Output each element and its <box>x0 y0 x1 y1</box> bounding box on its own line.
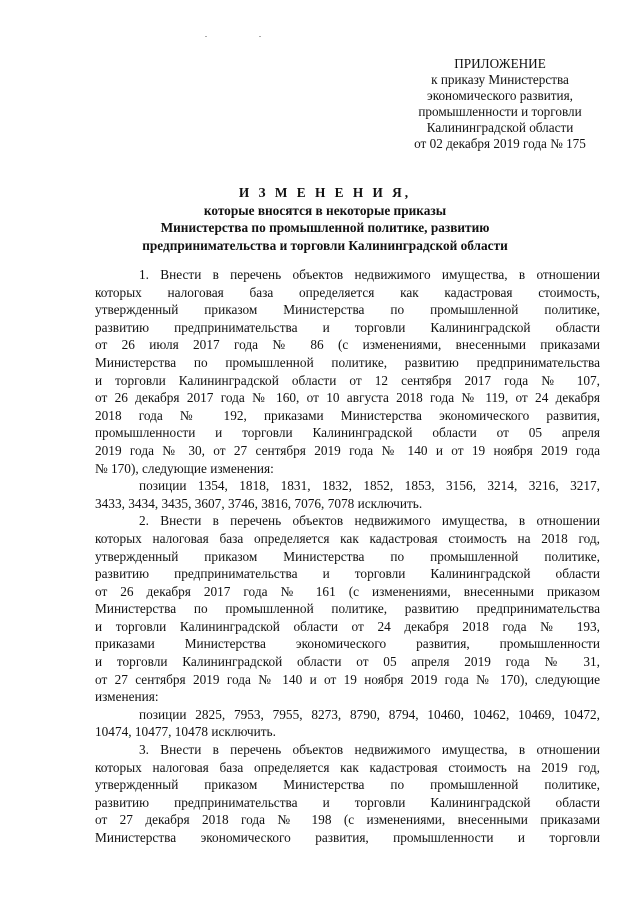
body-line: от 26 декабря 2017 года № 161 (с изменениями, внесенными приказом <box>95 583 600 599</box>
body-line: развитию предпринимательства и торговли Калининградской области <box>95 566 600 582</box>
body-line: которых налоговая база определяется как кадастровая стоимость на 2019 год, <box>95 759 600 775</box>
appendix-line: ПРИЛОЖЕНИЕ <box>454 56 546 71</box>
body-line: позиции 1354, 1818, 1831, 1832, 1852, 1853, 3156, 3214, 3216, 3217, <box>139 478 600 494</box>
heading-line: которые вносятся в некоторые приказы <box>203 202 447 218</box>
body-line: приказами Министерства экономического развития, промышленности <box>95 636 600 652</box>
body-line: которых налоговая база определяется как кадастровая стоимость на 2018 год, <box>95 530 600 546</box>
body-line: утвержденный приказом Министерства по промышленной политике, <box>95 302 600 318</box>
body-line: которых налоговая база определяется как кадастровая стоимость, <box>95 284 600 300</box>
appendix-line: промышленности и торговли <box>418 104 582 119</box>
scan-mark <box>259 36 261 37</box>
body-line: позиции 2825, 7953, 7955, 8273, 8790, 8794, 10460, 10462, 10469, 10472, <box>139 706 600 722</box>
document-heading <box>95 184 555 254</box>
body-line: 2018 года № 192, приказами Министерства экономического развития, <box>95 407 600 423</box>
body-line: утвержденный приказом Министерства по промышленной политике, <box>95 777 600 793</box>
body-line: 10474, 10477, 10478 исключить. <box>95 724 276 740</box>
document-body <box>95 266 600 847</box>
body-line: 3433, 3434, 3435, 3607, 3746, 3816, 7076, 7078 исключить. <box>95 495 423 511</box>
body-line: и торговли Калининградской области от 12 сентября 2017 года № 107, <box>95 372 600 388</box>
body-line: от 26 июля 2017 года № 86 (с изменениями, внесенными приказами <box>95 337 600 353</box>
scan-mark <box>205 36 207 37</box>
body-line: развитию предпринимательства и торговли Калининградской области <box>95 319 600 335</box>
body-line: 2019 года № 30, от 27 сентября 2019 года № 140 и от 19 ноября 2019 года <box>95 442 600 458</box>
body-line: от 26 декабря 2017 года № 160, от 10 августа 2018 года № 119, от 24 декабря <box>95 390 600 406</box>
appendix-line: Калининградской области <box>426 120 574 135</box>
appendix-line: от 02 декабря 2019 года № 175 <box>414 136 586 151</box>
body-line: Министерства по промышленной политике, развитию предпринимательства <box>95 354 600 370</box>
body-line: 2. Внести в перечень объектов недвижимого имущества, в отношении <box>139 513 600 529</box>
body-line: от 27 декабря 2018 года № 198 (с изменениями, внесенными приказами <box>95 812 600 828</box>
body-line: от 27 сентября 2019 года № 140 и от 19 ноября 2019 года № 170), следующие <box>95 671 600 687</box>
body-line: изменения: <box>95 689 159 705</box>
body-line: утвержденный приказом Министерства по промышленной политике, <box>95 548 600 564</box>
appendix-line: экономического развития, <box>427 88 573 103</box>
body-line: 1. Внести в перечень объектов недвижимого имущества, в отношении <box>139 267 600 282</box>
heading-title: И З М Е Н Е Н И Я, <box>238 185 412 200</box>
body-line: и торговли Калининградской области от 05 апреля 2019 года № 31, <box>95 654 600 670</box>
body-line: и торговли Калининградской области от 24 декабря 2018 года № 193, <box>95 618 600 634</box>
body-line: развитию предпринимательства и торговли Калининградской области <box>95 794 600 810</box>
body-line: Министерства по промышленной политике, развитию предпринимательства <box>95 601 600 617</box>
heading-line: Министерства по промышленной политике, развитию <box>160 220 490 236</box>
body-line: Министерства экономического развития, промышленности и торговли <box>95 830 600 845</box>
body-line: 3. Внести в перечень объектов недвижимого имущества, в отношении <box>139 742 600 758</box>
body-line: № 170), следующие изменения: <box>95 460 274 476</box>
body-line: промышленности и торговли Калининградской области от 05 апреля <box>95 425 600 441</box>
heading-line: предпринимательства и торговли Калининградской области <box>142 237 508 253</box>
appendix-line: к приказу Министерства <box>431 72 569 87</box>
appendix-block <box>400 56 600 152</box>
